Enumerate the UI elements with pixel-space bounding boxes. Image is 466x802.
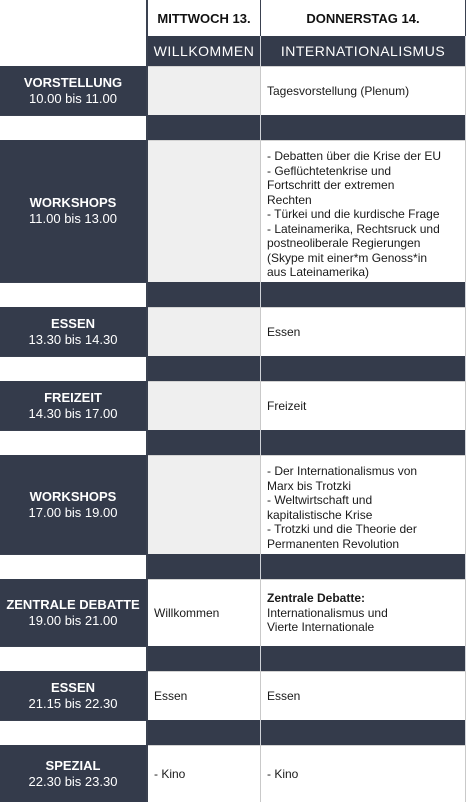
corner-cell xyxy=(0,0,148,36)
wed-cell-empty xyxy=(148,140,261,282)
slot-time: 14.30 bis 17.00 xyxy=(28,405,118,421)
day-header-wed: MITTWOCH 13. xyxy=(148,0,261,36)
gap-cell xyxy=(261,430,466,455)
thu-cell xyxy=(261,66,466,115)
thu-cell xyxy=(261,745,466,802)
gap-cell xyxy=(148,356,261,381)
gap-cell xyxy=(261,646,466,671)
slot-header xyxy=(0,455,148,554)
wed-cell xyxy=(148,745,261,802)
wed-cell-empty xyxy=(148,455,261,554)
gap-cell xyxy=(261,554,466,579)
gap-cell xyxy=(261,356,466,381)
cell-line: Fortschritt der extremen xyxy=(267,178,395,192)
gap-cell xyxy=(0,430,148,455)
cell-line-bold: Zentrale Debatte: xyxy=(267,591,366,606)
slot-title: ZENTRALE DEBATTE xyxy=(6,596,140,612)
gap-cell xyxy=(148,430,261,455)
thu-cell xyxy=(261,579,466,646)
slot-header xyxy=(0,140,148,282)
wed-cell-empty xyxy=(148,381,261,430)
cell-line: - Kino xyxy=(154,766,186,781)
gap-cell xyxy=(261,115,466,140)
slot-header xyxy=(0,671,148,720)
slot-title: VORSTELLUNG xyxy=(23,74,123,90)
slot-header xyxy=(0,745,148,802)
slot-time: 22.30 bis 23.30 xyxy=(28,773,118,789)
cell-line: Rechten xyxy=(267,192,312,207)
cell-lines xyxy=(267,464,417,551)
gap-cell xyxy=(148,115,261,140)
cell-line: - Geflüchtetenkrise und xyxy=(267,163,392,178)
cell-line: Essen xyxy=(267,324,301,339)
cell-line: Marx bis Trotzki xyxy=(267,478,352,493)
slot-time: 21.15 bis 22.30 xyxy=(28,695,118,711)
slot-time: 17.00 bis 19.00 xyxy=(28,504,118,520)
theme-header-thu: INTERNATIONALISMUS xyxy=(261,36,466,66)
slot-header xyxy=(0,307,148,356)
gap-cell xyxy=(0,282,148,307)
slot-title: SPEZIAL xyxy=(45,757,101,773)
wed-cell xyxy=(148,579,261,646)
gap-cell xyxy=(0,720,148,745)
cell-lines xyxy=(267,591,388,635)
gap-cell xyxy=(0,115,148,140)
cell-line: (Skype mit einer*m Genoss*in xyxy=(267,250,428,265)
gap-cell xyxy=(261,282,466,307)
cell-line: aus Lateinamerika) xyxy=(267,265,370,279)
cell-line: - Türkei und die kurdische Frage xyxy=(267,207,440,221)
slot-time: 13.30 bis 14.30 xyxy=(28,331,118,347)
cell-line: - Debatten über die Krise der EU xyxy=(267,149,442,163)
thu-cell xyxy=(261,140,466,282)
thu-cell xyxy=(261,455,466,554)
slot-time: 19.00 bis 21.00 xyxy=(28,612,118,628)
theme-header-wed: WILLKOMMEN xyxy=(148,36,261,66)
wed-cell-empty xyxy=(148,66,261,115)
gap-cell xyxy=(148,720,261,745)
thu-cell xyxy=(261,671,466,720)
wed-cell-empty xyxy=(148,307,261,356)
cell-line: kapitalistische Krise xyxy=(267,507,373,522)
cell-lines xyxy=(267,149,441,280)
cell-line: - Lateinamerika, Rechtsruck und xyxy=(267,221,440,236)
gap-cell xyxy=(148,554,261,579)
cell-line: Essen xyxy=(154,688,188,703)
day-header-thu: DONNERSTAG 14. xyxy=(261,0,466,36)
gap-cell xyxy=(148,646,261,671)
cell-line: - Der Internationalismus von xyxy=(267,464,418,478)
slot-title: WORKSHOPS xyxy=(29,195,117,210)
cell-line: Freizeit xyxy=(267,398,307,413)
gap-cell xyxy=(261,720,466,745)
cell-line: Vierte Internationale xyxy=(267,620,375,635)
slot-time: 11.00 bis 13.00 xyxy=(29,211,117,226)
cell-line: Internationalismus und xyxy=(267,605,388,620)
wed-cell xyxy=(148,671,261,720)
slot-title: WORKSHOPS xyxy=(29,488,117,504)
slot-title: ESSEN xyxy=(50,679,96,695)
gap-cell xyxy=(0,356,148,381)
cell-line: Tagesvorstellung (Plenum) xyxy=(267,83,410,98)
slot-header xyxy=(0,66,148,115)
slot-title: ESSEN xyxy=(50,315,96,331)
gap-cell xyxy=(0,646,148,671)
slot-header xyxy=(0,579,148,646)
thu-cell xyxy=(261,381,466,430)
cell-line: Essen xyxy=(267,688,301,703)
corner-cell-2 xyxy=(0,36,148,66)
cell-line: - Kino xyxy=(267,766,299,781)
gap-cell xyxy=(148,282,261,307)
gap-cell xyxy=(0,554,148,579)
thu-cell xyxy=(261,307,466,356)
cell-line: postneoliberale Regierungen xyxy=(267,236,421,250)
cell-line: - Trotzki und die Theorie der xyxy=(267,522,417,536)
cell-line: - Weltwirtschaft und xyxy=(267,493,373,507)
slot-time: 10.00 bis 11.00 xyxy=(29,90,117,106)
cell-line: Willkommen xyxy=(154,605,220,620)
cell-line: Permanenten Revolution xyxy=(267,536,400,551)
slot-title: FREIZEIT xyxy=(44,389,102,405)
slot-header xyxy=(0,381,148,430)
